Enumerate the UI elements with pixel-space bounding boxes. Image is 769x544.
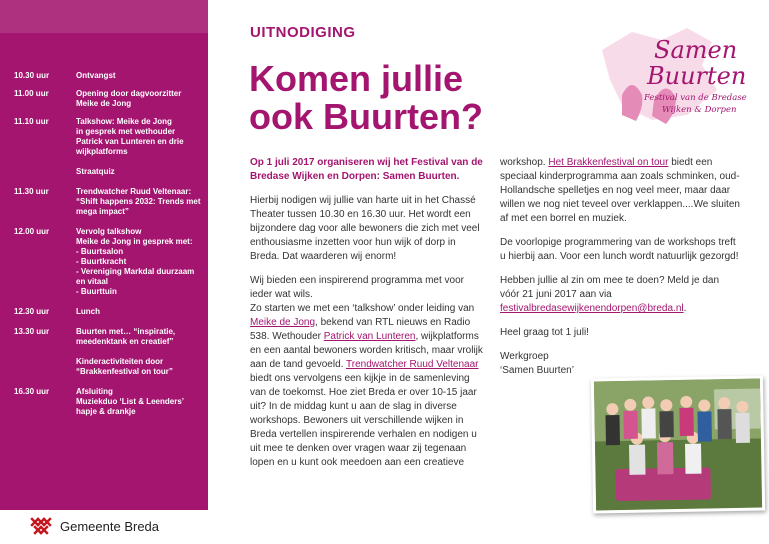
- signup-text: Hebben jullie al zin om mee te doen? Meld je dan vóór 21 juni 2017 aan via: [500, 275, 720, 300]
- workshop-text-b: biedt een speciaal kinderprogramma aan zoals schminken, oud-Hollandsche spelletjes en nog veel meer, maar daar willen we nog niet teveel over verklappen....We sluiten af met een borrel en muziek.: [500, 157, 740, 224]
- schedule-row: [14, 327, 204, 347]
- schedule-row: [14, 307, 204, 317]
- schedule-time: 11.30 uur: [14, 187, 49, 196]
- page-headline: Komen jullie ook Buurten?: [249, 58, 483, 137]
- org-name: Gemeente Breda: [60, 518, 160, 534]
- closing-line: Heel graag tot 1 juli!: [500, 327, 589, 338]
- schedule-row: [14, 71, 204, 81]
- samen-buurten-logo: [592, 20, 764, 150]
- invitation-kicker: UITNODIGING: [250, 24, 356, 41]
- body-column-2: [500, 156, 740, 388]
- samen-buurten-emblem: [592, 20, 764, 150]
- link-meike-de-jong[interactable]: Meike de Jong: [250, 317, 316, 328]
- program-sidebar: [0, 0, 208, 510]
- schedule-row: [14, 117, 204, 157]
- schedule-time: 10.30 uur: [14, 71, 50, 80]
- workshop-text-a: workshop.: [500, 157, 549, 168]
- talkshow-text-a: Zo starten we met een ‘talkshow’ onder leiding van: [250, 303, 475, 314]
- schedule-time: [14, 357, 76, 377]
- schedule-desc: Lunch: [76, 307, 100, 316]
- signature: [500, 350, 740, 378]
- programming-paragraph: De voorlopige programmering van de workshops treft u hierbij aan. Voor een lunch wordt natuurlijk gezorgd!: [500, 237, 739, 262]
- schedule-desc: Buurten met… “inspiratie, meedenktank en creatief”: [76, 327, 176, 346]
- group-photo-image: [594, 379, 762, 511]
- schedule-time: [14, 167, 76, 177]
- schedule-desc: Opening door dagvoorzitter Meike de Jong: [76, 89, 182, 108]
- body-column-1: [250, 156, 486, 480]
- talkshow-text-b: , bekend van RTL nieuws en Radio 538. Wethouder: [250, 317, 471, 342]
- schedule-row: [14, 227, 204, 297]
- schedule-time: 11.10 uur: [14, 117, 49, 126]
- gemeente-breda-logo: [30, 515, 159, 537]
- brand-tagline2: Wijken & Dorpen: [662, 105, 737, 115]
- program-intro: Wij bieden een inspirerend programma met voor ieder wat wils.: [250, 275, 464, 300]
- talkshow-text-d: biedt ons vervolgens een kijkje in de samenleving van de toekomst. Hoe ziet Breda er over 10-15 jaar uit? In de middag kunt u aan de slag in diverse workshops. Bewoners uit verschillende wijken in Breda vertellen inspirerende verhalen en nodigen u uit mee te denken over vragen waar zij tegenaan lopen en u kunt ook meedoen aan een creatieve: [250, 373, 477, 468]
- schedule-time: 11.00 uur: [14, 89, 49, 98]
- workshop-paragraph: [500, 156, 740, 226]
- link-patrick-van-lunteren[interactable]: Patrick van Lunteren: [323, 331, 416, 342]
- schedule-desc: Afsluiting Muziekduo ‘List & Leenders’ hapje & drankje: [76, 387, 185, 416]
- group-photo: [591, 376, 765, 514]
- program-paragraph: [250, 274, 486, 470]
- sidebar-top-band: [0, 0, 208, 33]
- link-trendwatcher-ruud[interactable]: Trendwatcher Ruud Veltenaar: [346, 359, 479, 370]
- schedule-row: [14, 357, 204, 377]
- signup-email-link[interactable]: festivalbredasewijkenendorpen@breda.nl: [500, 303, 684, 314]
- signature-line1: Werkgroep: [500, 351, 549, 362]
- schedule-list: [14, 71, 204, 417]
- link-brakkenfestival[interactable]: Het Brakkenfestival on tour: [548, 157, 669, 168]
- schedule-row: [14, 387, 204, 417]
- brand-line1: Samen: [654, 36, 738, 64]
- schedule-time: 13.30 uur: [14, 327, 50, 336]
- schedule-desc: Talkshow: Meike de Jong in gesprek met wethouder Patrick van Lunteren en drie wijkplatforms: [76, 117, 184, 156]
- schedule-time: 12.00 uur: [14, 227, 50, 236]
- schedule-desc: Kinderactiviteiten door “Brakkenfestival on tour”: [76, 357, 173, 376]
- talkshow-text-c: , wijkplatforms en een aantal bewoners worden kritisch, maar vrolijk aan de tand gevoeld.: [250, 331, 483, 370]
- schedule-time: 12.30 uur: [14, 307, 50, 316]
- signup-paragraph: [500, 274, 740, 316]
- breda-crosses-icon: [30, 515, 52, 537]
- intro-paragraph: Hierbij nodigen wij jullie van harte uit in het Chassé Theater tussen 10.30 en 16.30 uur. Het wordt een bijzondere dag voor alle bewoners die zich met veel enthousiasme inzetten voor hun wijk of dorp in Breda. Dat waarderen wij enorm!: [250, 195, 480, 262]
- lead-paragraph: Op 1 juli 2017 organiseren wij het Festival van de Bredase Wijken en Dorpen: Samen Buurten.: [250, 157, 483, 182]
- schedule-row: [14, 167, 204, 177]
- schedule-desc: Trendwatcher Ruud Veltenaar: “Shift happens 2032: Trends met mega impact”: [76, 187, 201, 216]
- schedule-time: 16.30 uur: [14, 387, 50, 396]
- brand-line2: Buurten: [647, 62, 747, 90]
- schedule-desc: Vervolg talkshow Meike de Jong in gesprek met: - Buurtsalon - Buurtkracht - Vereniging Markdal duurzaam en vitaal - Buurttuin: [76, 227, 195, 296]
- signature-line2: ‘Samen Buurten’: [500, 365, 574, 376]
- signup-period: .: [683, 303, 687, 314]
- brand-tagline1: Festival van de Bredase: [644, 93, 747, 103]
- schedule-desc: Straatquiz: [76, 167, 115, 176]
- schedule-row: [14, 187, 204, 217]
- schedule-desc: Ontvangst: [76, 71, 116, 80]
- schedule-row: [14, 89, 204, 109]
